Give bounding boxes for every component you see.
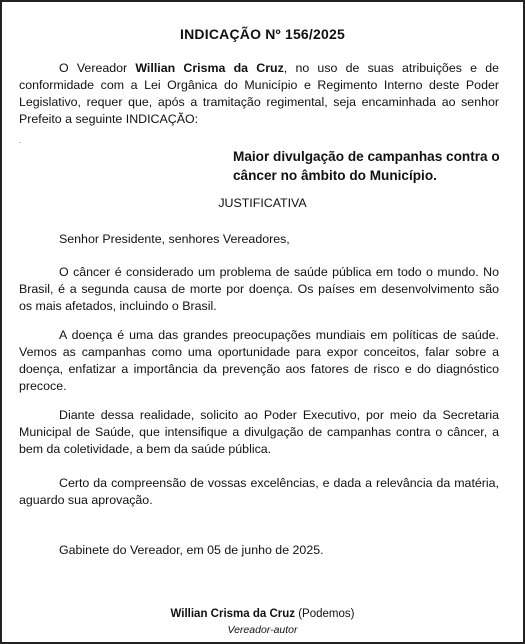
- justification-heading: JUSTIFICATIVA: [218, 196, 307, 210]
- intro-prefix: O Vereador: [59, 61, 136, 75]
- closing-line: Gabinete do Vereador, em 05 de junho de 2025.: [59, 543, 324, 557]
- justification-paragraph-1: O câncer é considerado um problema de saúde pública em todo o mundo. No Brasil, é a segunda causa de morte por doença. Os países em desenvolvimento são os mais afetados, incluindo o Brasil.: [19, 265, 499, 313]
- justification-paragraph-2: A doença é uma das grandes preocupações mundiais em políticas de saúde. Vemos as campanhas como uma oportunidade para expor conceitos, falar sobre a doença, enfatizar a importância da prevenção aos fatores de risco e do diagnóstico precoce.: [19, 328, 499, 393]
- vocative-line: Senhor Presidente, senhores Vereadores,: [59, 232, 290, 246]
- intro-paragraph: [19, 60, 499, 128]
- signature-line: [2, 607, 523, 622]
- indication-subject: Maior divulgação de campanhas contra o câncer no âmbito do Município.: [233, 149, 500, 183]
- justification-paragraph-3: Diante dessa realidade, solicito ao Poder Executivo, por meio da Secretaria Municipal de Saúde, que intensifique a divulgação de campanhas contra o câncer, a bem da coletividade, a bem da saúde pública.: [19, 408, 499, 456]
- document-title: INDICAÇÃO Nº 156/2025: [180, 26, 345, 42]
- stray-mark: .: [19, 138, 21, 145]
- signature-role: Vereador-autor: [227, 624, 298, 636]
- councilor-name: Willian Crisma da Cruz: [135, 61, 284, 75]
- intro-suffix: , no uso de suas atribuições e de conformidade com a Lei Orgânica do Município e Regimento Interno deste Poder Legislativo, requer que, após a tramitação regimental, seja encaminhada ao senhor Prefeito a seguinte INDICAÇÃO:: [19, 61, 499, 126]
- signature-party: (Podemos): [295, 608, 355, 620]
- signature-name: Willian Crisma da Cruz: [170, 608, 296, 620]
- justification-paragraph-4: Certo da compreensão de vossas excelências, e dada a relevância da matéria, aguardo sua aprovação.: [19, 476, 499, 507]
